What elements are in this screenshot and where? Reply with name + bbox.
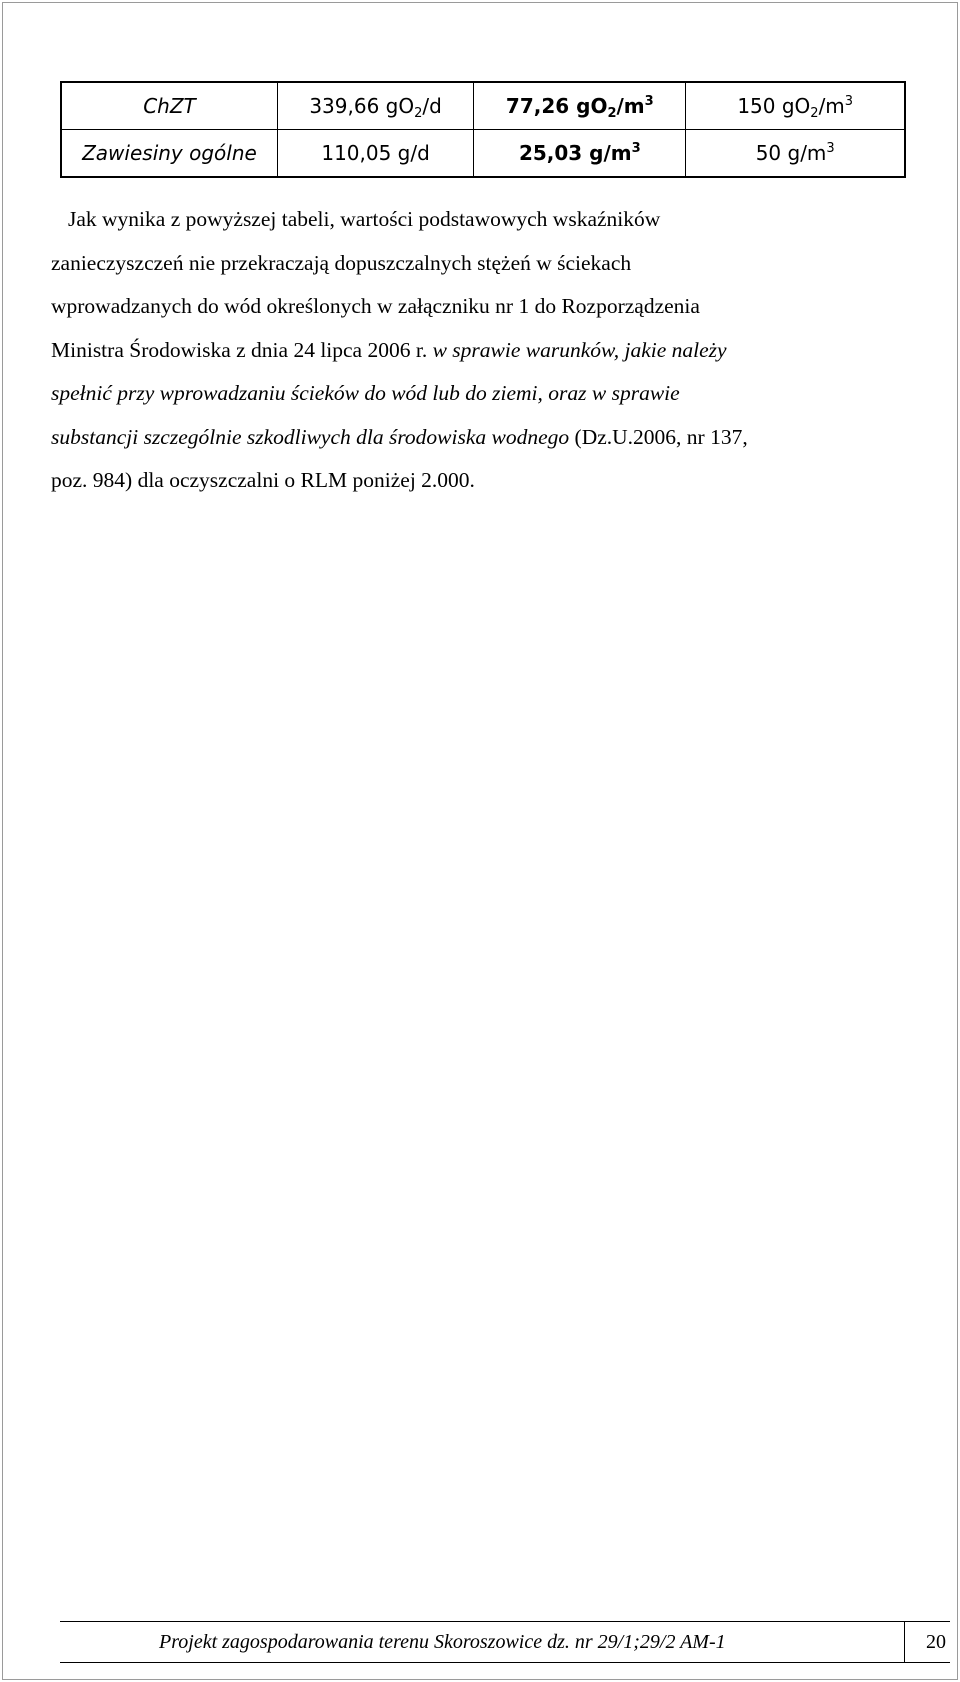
pollutant-table <box>60 81 906 178</box>
paragraph-line: poz. 984) dla oczyszczalni o RLM poniżej 2.000. <box>51 468 475 492</box>
paragraph-line: spełnić przy wprowadzaniu ścieków do wód lub do ziemi, oraz w sprawie <box>51 381 680 405</box>
footer-divider <box>904 1622 905 1662</box>
page-number: 20 <box>926 1631 946 1653</box>
parameter-name-cell: ChZT <box>61 82 277 130</box>
paragraph-line: Jak wynika z powyższej tabeli, wartości podstawowych wskaźników <box>68 207 661 231</box>
page-footer <box>60 1621 950 1663</box>
concentration-cell: 25,03 $g/m^3$ <box>474 130 686 178</box>
load-cell: 110,05 g/d <box>277 130 473 178</box>
paragraph-line: substancji szczególnie szkodliwych dla środowiska wodnego (Dz.U.2006, nr 137, <box>51 424 748 449</box>
footer-text: Projekt zagospodarowania terenu Skoroszowice dz. nr 29/1;29/2 AM-1 <box>159 1631 726 1653</box>
load-cell: 339,66 $gO_2/d$ <box>277 82 473 130</box>
limit-cell: 150 $gO_2/m^3$ <box>686 82 905 130</box>
parameter-name-cell: Zawiesiny ogólne <box>61 130 277 178</box>
concentration-cell: 77,26 $gO_2/m^3$ <box>474 82 686 130</box>
table-row <box>61 130 905 178</box>
paragraph-line: zanieczyszczeń nie przekraczają dopuszczalnych stężeń w ściekach <box>51 250 632 275</box>
table-row <box>61 82 905 130</box>
limit-cell: 50 $g/m^3$ <box>686 130 905 178</box>
body-paragraph <box>51 198 931 503</box>
paragraph-line: Ministra Środowiska z dnia 24 lipca 2006 r. w sprawie warunków, jakie należy <box>51 337 727 362</box>
paragraph-line: wprowadzanych do wód określonych w załączniku nr 1 do Rozporządzenia <box>51 294 700 318</box>
